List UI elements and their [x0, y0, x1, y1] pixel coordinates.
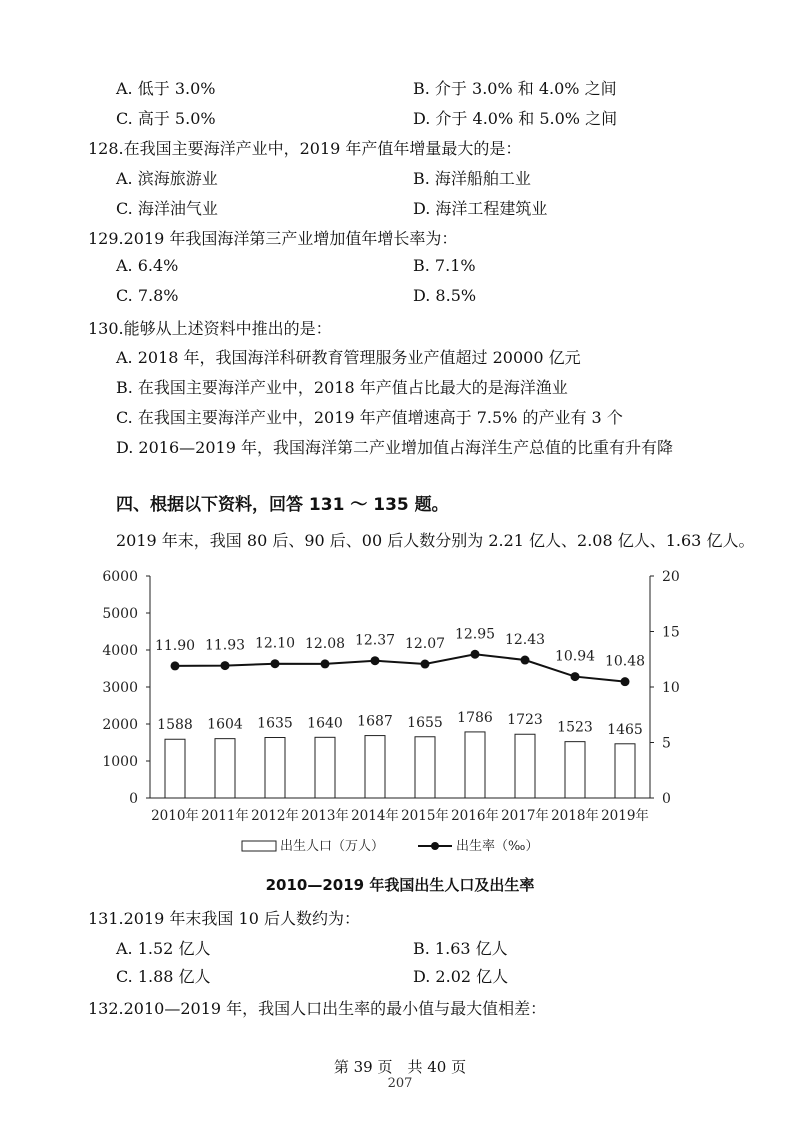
q129-option-c: C. 7.8%	[116, 286, 179, 305]
x-tick-label: 2014年	[351, 808, 399, 824]
legend-line-label: 出生率（‰）	[456, 839, 539, 854]
section-intro: 2019 年末，我国 80 后、90 后、00 后人数分别为 2.21 亿人、2.08 亿人、1.63 亿人。	[116, 531, 755, 550]
q129-option-d: D. 8.5%	[413, 286, 477, 305]
section-heading: 四、根据以下资料，回答 131 ～ 135 题。	[116, 495, 449, 515]
legend-bar-label: 出生人口（万人）	[280, 839, 385, 854]
left-tick-label: 5000	[102, 606, 138, 622]
birth-rate-point	[621, 677, 630, 686]
x-tick-label: 2016年	[451, 808, 499, 824]
x-tick-label: 2013年	[301, 808, 349, 824]
birth-rate-point	[571, 672, 580, 681]
left-tick-label: 1000	[102, 754, 138, 770]
page-indicator: 第 39 页 共 40 页	[333, 1058, 467, 1076]
right-tick-label: 20	[662, 569, 680, 585]
left-tick-label: 6000	[102, 569, 138, 585]
q130-option-c: C. 在我国主要海洋产业中，2019 年产值增速高于 7.5% 的产业有 3 个	[116, 408, 623, 427]
birth-rate-point	[521, 656, 530, 665]
birth-chart	[100, 560, 700, 860]
q127-option-c: C. 高于 5.0%	[116, 109, 216, 128]
bar-value-label: 1723	[507, 712, 543, 729]
q128-option-b: B. 海洋船舶工业	[413, 169, 531, 188]
bar	[615, 744, 635, 798]
q127-option-b: B. 介于 3.0% 和 4.0% 之间	[413, 79, 617, 98]
birth-rate-label: 12.08	[304, 635, 346, 652]
bar	[315, 737, 335, 798]
bar-value-label: 1588	[157, 717, 193, 734]
birth-rate-point	[321, 659, 330, 668]
q131-option-a: A. 1.52 亿人	[116, 939, 211, 958]
birth-rate-label: 12.37	[354, 632, 396, 649]
birth-rate-point	[171, 661, 180, 670]
bar-value-label: 1523	[557, 719, 593, 736]
q130-stem: 130.能够从上述资料中推出的是：	[88, 319, 332, 338]
birth-rate-label: 11.93	[204, 637, 246, 654]
bar	[465, 732, 485, 798]
q130-option-a: A. 2018 年，我国海洋科研教育管理服务业产值超过 20000 亿元	[116, 348, 581, 367]
left-tick-label: 3000	[102, 680, 138, 696]
q127-option-d: D. 介于 4.0% 和 5.0% 之间	[413, 109, 618, 128]
q127-option-a: A. 低于 3.0%	[116, 79, 216, 98]
q130-option-b: B. 在我国主要海洋产业中，2018 年产值占比最大的是海洋渔业	[116, 378, 568, 397]
q129-stem: 129.2019 年我国海洋第三产业增加值年增长率为：	[88, 229, 458, 248]
q129-option-a: A. 6.4%	[116, 256, 179, 275]
q131-option-c: C. 1.88 亿人	[116, 967, 211, 986]
legend-bar-swatch	[242, 841, 276, 851]
birth-rate-label: 12.95	[454, 626, 496, 643]
birth-rate-point	[221, 661, 230, 670]
chart-title: 2010—2019 年我国出生人口及出生率	[265, 876, 535, 894]
bar-value-label: 1635	[257, 715, 293, 732]
x-tick-label: 2015年	[401, 808, 449, 824]
bar	[515, 734, 535, 798]
x-tick-label: 2010年	[151, 808, 199, 824]
right-tick-label: 10	[662, 680, 680, 696]
birth-rate-label: 10.94	[554, 648, 596, 665]
legend-line-marker	[431, 842, 439, 850]
q128-option-a: A. 滨海旅游业	[116, 169, 218, 188]
x-tick-label: 2018年	[551, 808, 599, 824]
bar-value-label: 1604	[207, 716, 243, 733]
left-tick-label: 0	[129, 791, 138, 807]
left-tick-label: 2000	[102, 717, 138, 733]
x-tick-label: 2019年	[601, 808, 649, 824]
bar-value-label: 1465	[607, 721, 643, 738]
q128-stem: 128.在我国主要海洋产业中，2019 年产值年增量最大的是：	[88, 139, 522, 158]
x-tick-label: 2012年	[251, 808, 299, 824]
birth-rate-label: 10.48	[604, 653, 646, 670]
q131-option-d: D. 2.02 亿人	[413, 967, 509, 986]
bar-value-label: 1655	[407, 714, 443, 731]
birth-rate-label: 12.10	[254, 635, 296, 652]
right-tick-label: 15	[662, 624, 680, 641]
left-tick-label: 4000	[102, 643, 138, 659]
birth-rate-point	[371, 656, 380, 665]
page-number: 207	[387, 1076, 413, 1091]
bar	[565, 742, 585, 798]
bar-value-label: 1687	[357, 713, 393, 730]
birth-rate-label: 11.90	[154, 637, 196, 654]
q131-option-b: B. 1.63 亿人	[413, 939, 508, 958]
x-tick-label: 2011年	[201, 808, 249, 824]
q128-option-d: D. 海洋工程建筑业	[413, 199, 548, 218]
right-tick-label: 0	[662, 791, 671, 807]
birth-rate-label: 12.07	[404, 636, 446, 653]
birth-rate-point	[471, 650, 480, 659]
q131-stem: 131.2019 年末我国 10 后人数约为：	[88, 909, 360, 928]
right-tick-label: 5	[662, 735, 671, 752]
bar	[265, 738, 285, 798]
bar	[365, 736, 385, 798]
q128-option-c: C. 海洋油气业	[116, 199, 218, 218]
x-tick-label: 2017年	[501, 808, 549, 824]
q129-option-b: B. 7.1%	[413, 256, 476, 275]
bar-value-label: 1640	[307, 715, 343, 732]
bar	[415, 737, 435, 798]
bar	[215, 739, 235, 798]
q130-option-d: D. 2016—2019 年，我国海洋第二产业增加值占海洋生产总值的比重有升有降	[116, 438, 673, 457]
bar	[165, 739, 185, 798]
bar-value-label: 1786	[457, 709, 493, 726]
q132-stem: 132.2010—2019 年，我国人口出生率的最小值与最大值相差：	[88, 999, 547, 1018]
birth-rate-point	[271, 659, 280, 668]
birth-rate-point	[421, 660, 430, 669]
birth-rate-label: 12.43	[504, 632, 546, 649]
